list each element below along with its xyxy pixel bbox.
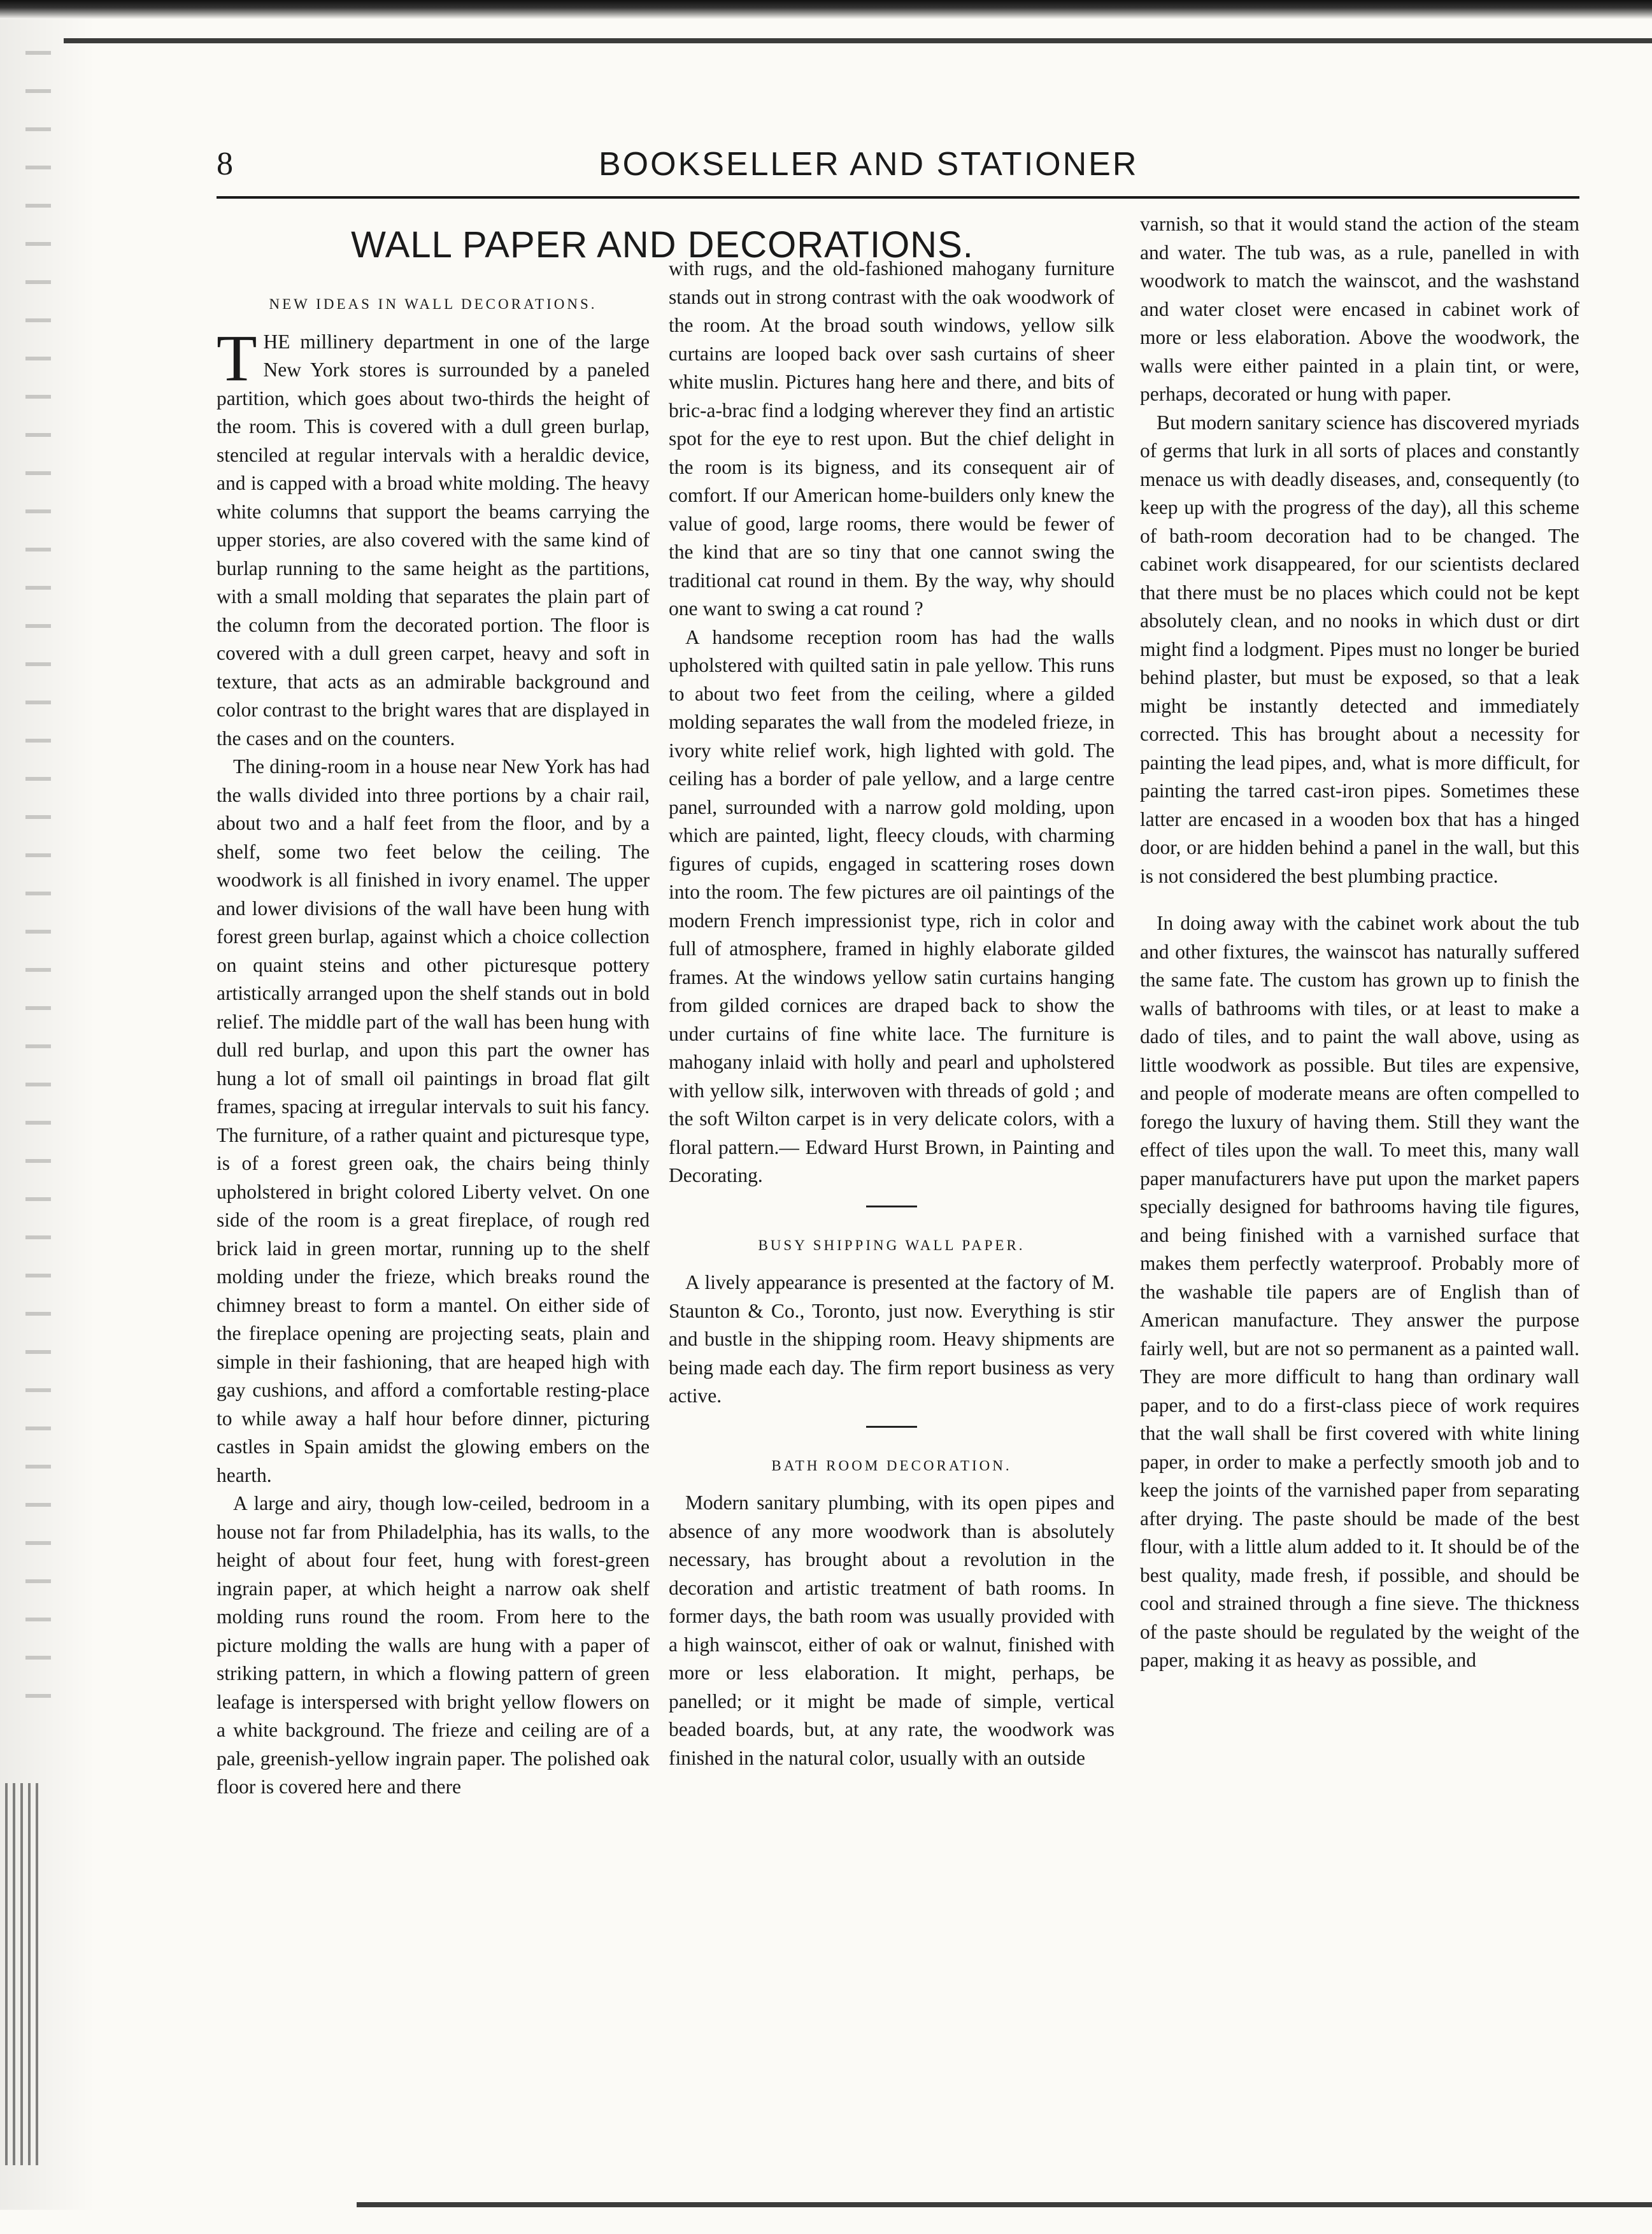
scan-rule-bottom (357, 2202, 1652, 2207)
scan-binding-marks (25, 51, 51, 1707)
section-heading-bath-room: BATH ROOM DECORATION. (771, 1457, 1012, 1474)
scan-binding-spine (5, 1783, 43, 2165)
article-title: WALL PAPER AND DECORATIONS. (351, 224, 974, 266)
column-3 (1140, 210, 1579, 1675)
paragraph (217, 321, 650, 753)
paragraph: In doing away with the cabinet work about the tub and other fixtures, the wainscot has naturally suffered the same fate. The custom has grown up to finish the walls of bathrooms with tiles, or at least to make a dado of tiles, and to paint the wall above, using as little woodwork as possible. But tiles are expensive, and people of moderate means are often compelled to forego the luxury of having them. Still they want the effect of tiles upon the wall. To meet this, many wall paper manufacturers have put upon the market papers specially designed for bathrooms having tile figures, and being finished with a varnished surface that makes them perfectly waterproof. Probably more of the washable tile papers are of English than of American manufacture. They answer the purpose fairly well, but are not so permanent as a painted wall. They are more difficult to hang than ordinary wall paper, and to do a first-class piece of work requires that the wall shall be first covered with white lining paper, in order to make a perfectly smooth job and to keep the joints of the varnished paper from separating after drying. The paste should be made of the best flour, with a little alum added to it. It should be of the best quality, made fresh, if possible, and should be cool and strained through a fine sieve. The thickness of the paste should be regulated by the weight of the paper, making it as heavy as possible, and (1140, 912, 1579, 1671)
section-divider (866, 1206, 917, 1207)
page-header (217, 139, 1579, 190)
header-rule (217, 196, 1579, 199)
paragraph: But modern sanitary science has discovered myriads of germs that lurk in all sorts of places and constantly menace us with deadly diseases, and, consequently (to keep up with the progress of the day), all this scheme of bath-room decoration had to be changed. The cabinet work disappeared, for our scientists declared that there must be no places which could not be kept absolutely clean, and no nooks in which dust or dirt might find a lodgment. Pipes must no longer be buried behind plaster, but must be exposed, so that a leak might be instantly detected and immediately corrected. This has brought about a necessity for painting the lead pipes, and, what is more difficult, for painting the tarred cast-iron pipes. Sometimes these latter are encased in a wooden box that has a hinged door, or are hidden behind a panel in the wall, but this is not considered the best plumbing practice. (1140, 411, 1579, 887)
column-2 (669, 255, 1114, 1772)
section-heading-busy-shipping: BUSY SHIPPING WALL PAPER. (758, 1237, 1025, 1253)
column-1 (217, 287, 650, 1802)
paragraph-text: HE millinery department in one of the large New York stores is surrounded by a paneled partition, which goes about two-thirds the height of the room. This is covered with a dull green burlap, stenciled at regular intervals with a heraldic device, and is capped with a broad white molding. The heavy white columns that support the beams carrying the upper stories, are also covered with the same kind of burlap running to the same height as the partitions, with a small molding that separates the plain part of the column from the decorated portion. The floor is covered with a dull green carpet, heavy and soft in texture, that acts as an admirable background and color contrast to the bright wares that are displayed in the cases and on the counters. (217, 330, 650, 750)
section-divider (866, 1426, 917, 1428)
paragraph-continued: with rugs, and the old-fashioned mahogany furniture stands out in strong contrast with the oak woodwork of the room. At the broad south windows, yellow silk curtains are looped back over sash curtains of sheer white muslin. Pictures hang here and there, and bits of bric-a-brac find a lodging wherever they find an artistic spot for the eye to rest upon. But the chief delight in the room is its bigness, and its consequent air of comfort. If our American home-builders only knew the value of good, large rooms, there would be fewer of the kind that are so tiny that one cannot swing the traditional cat round in them. By the way, why should one want to swing a cat round ? (669, 257, 1114, 620)
paragraph: A handsome reception room has had the walls upholstered with quilted satin in pale yellow. This runs to about two feet from the ceiling, where a gilded molding separates the wall from the modeled frieze, in ivory white relief work, high lighted with gold. The ceiling has a border of pale yellow, and a large centre panel, surrounded with a narrow gold molding, upon which are painted, light, fleecy clouds, with charming figures of cupids, engaged in scattering roses down into the room. The few pictures are oil paintings of the modern French impressionist type, rich in color and full of atmosphere, framed in highly elaborate gilded frames. At the windows yellow satin curtains hanging from gilded cornices are draped back to show the under curtains of fine white lace. The furniture is mahogany inlaid with holly and pearl and upholstered with yellow silk, interwoven with threads of gold ; and the soft Wilton carpet is in very delicate colors, with a floral pattern.— Edward Hurst Brown, in Painting and Decorating. (669, 625, 1114, 1186)
drop-cap: T (217, 321, 257, 395)
running-head: BOOKSELLER AND STATIONER (599, 146, 1139, 183)
scan-rule-top (64, 38, 1652, 43)
paragraph: The dining-room in a house near New York has had the walls divided into three portions by a chair rail, about two and a half feet from the floor, and by a shelf, some two feet below the ceiling. The woodwork is all finished in ivory enamel. The upper and lower divisions of the wall have been hung with forest green burlap, against which a choice collection on quaint steins and other picturesque pottery artistically arranged upon the shelf stands out in bold relief. The middle part of the wall has been hung with dull red burlap, and upon this part the owner has hung a lot of small oil paintings in broad flat gilt frames, spacing at irregular intervals to suit his fancy. The furniture, of a rather quaint and picturesque type, is of a forest green oak, the chairs being thinly upholstered in bright colored Liberty velvet. On one side of the room is a great fireplace, of rough red brick laid in green mortar, running up to the shelf molding under the frieze, which breaks round the chimney breast to form a mantel. On either side of the fireplace opening are projecting seats, plain and simple in their fashioning, that are heaped high with gay cushions, and afford a comfortable resting-place to while away a half hour before dinner, picturing castles in Spain amidst the glowing embers on the hearth. (217, 755, 650, 1486)
paragraph-continued: varnish, so that it would stand the action of the steam and water. The tub was, as a rule, panelled in with woodwork to match the wainscot, and the washstand and water closet were encased in cabinet work of more or less elaboration. Above the woodwork, the walls were either painted in a plain tint, or were, perhaps, decorated or hung with paper. (1140, 213, 1579, 405)
paragraph-gap (1140, 890, 1579, 909)
paragraph: A lively appearance is presented at the factory of M. Staunton & Co., Toronto, just now. Everything is stir and bustle in the shipping room. Heavy shipments are being made each day. The firm report business as very active. (669, 1271, 1114, 1407)
section-heading-new-ideas: NEW IDEAS IN WALL DECORATIONS. (269, 296, 597, 312)
paragraph: A large and airy, though low-ceiled, bedroom in a house not far from Philadelphia, has its walls, to the height of about four feet, hung with forest-green ingrain paper, at which height a narrow oak shelf molding runs round the room. From here to the picture molding the walls are hung with a paper of striking pattern, in which a flowing pattern of green leafage is interspersed with bright yellow flowers on a white background. The frieze and ceiling are of a pale, greenish-yellow ingrain paper. The polished oak floor is covered here and there (217, 1492, 650, 1798)
paragraph: Modern sanitary plumbing, with its open pipes and absence of any more woodwork than is absolutely necessary, has brought about a revolution in the decoration and artistic treatment of bath rooms. In former days, the bath room was usually provided with a high wainscot, either of oak or walnut, finished with more or less elaboration. It might, perhaps, be panelled; or it might be made of simple, vertical beaded boards, but, at any rate, the woodwork was finished in the natural color, usually with an outside (669, 1491, 1114, 1769)
scan-edge-top (0, 0, 1652, 19)
page-number: 8 (217, 146, 233, 182)
